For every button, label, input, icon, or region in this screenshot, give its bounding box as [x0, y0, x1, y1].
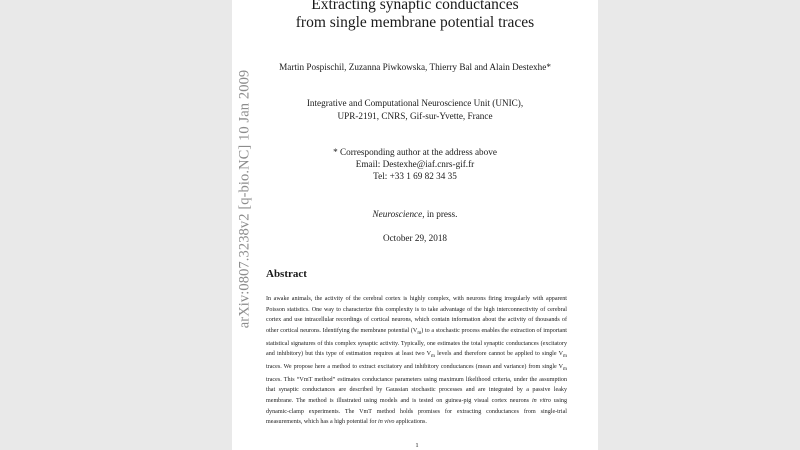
affiliation-line-1: Integrative and Computational Neuroscience Unit (UNIC),	[306, 98, 524, 108]
paper-date: October 29, 2018	[382, 233, 448, 243]
abstract-heading: Abstract	[266, 268, 307, 280]
author-telephone: Tel: +33 1 69 82 34 35	[373, 171, 457, 181]
paper-title-line-2: from single membrane potential traces	[295, 14, 535, 31]
arxiv-identifier: arXiv:0807.3238v2 [q-bio.NC] 10 Jan 2009	[236, 69, 253, 329]
abstract-text: In awake animals, the activity of the cerebral cortex is highly complex, with neurons firing irregularly with apparent Poisson statistics. One way to characterize this complexity is to take advantage of the high interconnectivity of cerebral cortex and use intracellular recordings of cortical neurons, which contain information about the activity of thousands of other cortical neurons. Identifying the membrane potential $(V_m)$ to a stochastic process enables the extraction of important statistical signatures of this complex synaptic activity. Typically, one estimates the total synaptic conductances (excitatory and inhibitory) but this type of estimation requires at least two $V_m$ levels and therefore cannot be applied to single $V_m$ traces. We propose here a method to extract excitatory and inhibitory conductances (mean and variance) from single $V_m$ traces. This “VmT method” estimates conductance parameters using maximum likelihood criteria, under the assumption that synaptic conductances are described by Gaussian stochastic processes and are integrated by a passive leaky membrane. The method is illustrated using models and is tested on guinea-pig visual cortex neurons in vitro using dynamic-clamp experiments. The VmT method holds promises for extracting conductances from single-trial measurements, which has a high potential for in vivo applications.	[266, 296, 568, 426]
journal-press-status: , in press.	[422, 209, 458, 219]
journal-status	[232, 209, 598, 220]
paper-title-line-1: Extracting synaptic conductances	[311, 0, 519, 13]
affiliation-line-2: UPR-2191, CNRS, Gif-sur-Yvette, France	[337, 111, 493, 121]
author-list: Martin Pospischil, Zuzanna Piwkowska, Thierry Bal and Alain Destexhe*	[279, 62, 551, 72]
author-email: Email: Destexhe@iaf.cnrs-gif.fr	[355, 159, 475, 169]
corresponding-author-note: * Corresponding author at the address above	[333, 147, 497, 157]
journal-name: Neuroscience	[372, 209, 423, 219]
page-number: 1	[415, 442, 419, 449]
